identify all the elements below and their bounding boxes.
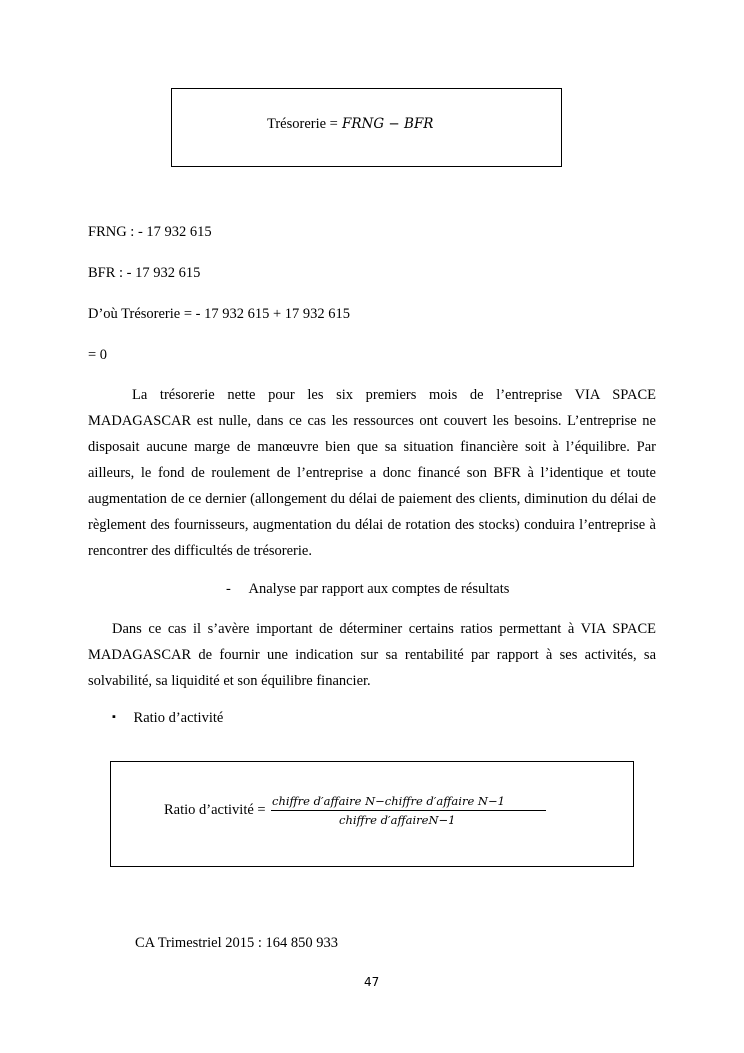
- ratio-formula-fraction-bar: [271, 810, 546, 811]
- bullet-label: Ratio d’activité: [133, 710, 224, 726]
- section-dash: -: [226, 581, 231, 597]
- section-heading: [226, 581, 509, 598]
- formula-box-tresorerie: [171, 88, 562, 167]
- page-number: 47: [364, 975, 380, 989]
- formula-tresorerie-label: Trésorerie =: [267, 116, 338, 132]
- bfr-value: BFR : - 17 932 615: [88, 265, 201, 281]
- paragraph-tresorerie-analysis: La trésorerie nette pour les six premiers mois de l’entreprise VIA SPACE MADAGASCAR est nulle, dans ce cas les ressources ont couvert les besoins. L’entreprise ne disposait aucune marge de manœuvre bien que sa situation financière soit à l’équilibre. Par ailleurs, le fond de roulement de l’entreprise a donc financé son BFR à l’identique et toute augmentation de ce dernier (allongement du délai de paiement des clients, diminution du délai de règlement des fournisseurs, augmentation du délai de rotation des stocks) conduira l’entreprise à rencontrer des difficultés de trésorerie.: [88, 387, 656, 559]
- frng-value: FRNG : - 17 932 615: [88, 224, 212, 240]
- section-title: Analyse par rapport aux comptes de résultats: [248, 581, 510, 597]
- formula-tresorerie-expression: FRNG − BFR: [342, 116, 434, 132]
- ratio-formula-denominator: chiffre d′affaireN−1: [339, 813, 456, 827]
- tresorerie-calculation: D’où Trésorerie = - 17 932 615 + 17 932 615: [88, 306, 351, 322]
- bullet-square-icon: ▪: [112, 711, 116, 723]
- formula-box-ratio-activite: [110, 761, 634, 867]
- bullet-ratio-activite: [112, 710, 223, 727]
- ca-trimestriel: CA Trimestriel 2015 : 164 850 933: [135, 935, 339, 951]
- ratio-formula-label: Ratio d’activité =: [164, 802, 266, 818]
- paragraph-ratios-intro: Dans ce cas il s’avère important de déterminer certains ratios permettant à VIA SPACE MADAGASCAR de fournir une indication sur sa rentabilité par rapport à ses activités, sa solvabilité, sa liquidité et son équilibre financier.: [88, 621, 656, 689]
- ratio-formula-numerator: chiffre d′affaire N−chiffre d′affaire N−1: [272, 794, 505, 808]
- tresorerie-result: = 0: [88, 347, 108, 363]
